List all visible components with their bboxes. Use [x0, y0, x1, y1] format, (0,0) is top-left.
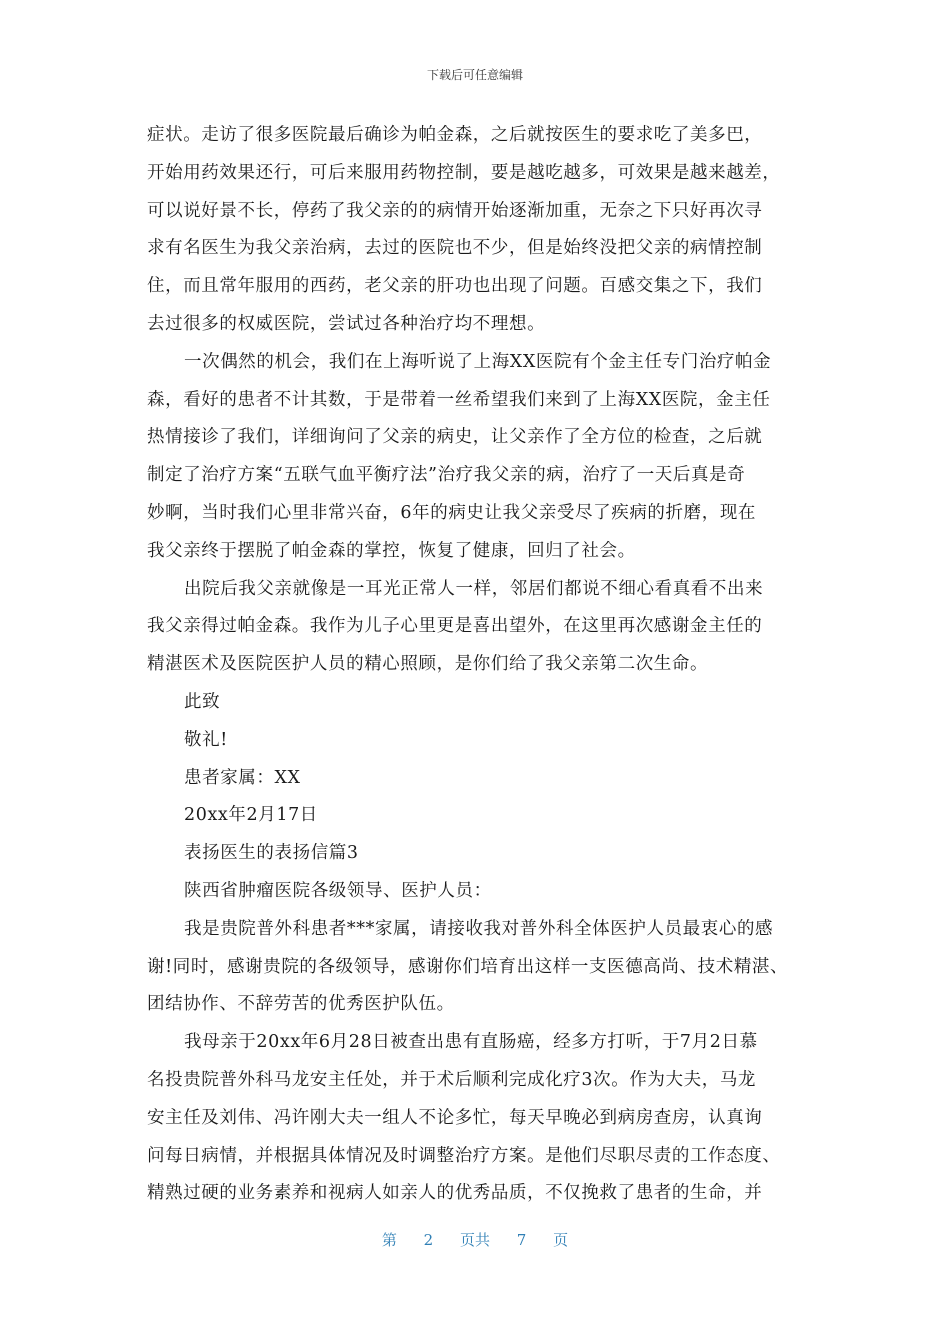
text-line: 敬礼! — [184, 729, 228, 750]
text-line: 精熟过硬的业务素养和视病人如亲人的优秀品质，不仅挽救了患者的生命，并 — [147, 1183, 763, 1204]
footer-suffix: 页 — [553, 1231, 569, 1249]
current-page-number: 2 — [423, 1231, 434, 1249]
text-line: 开始用药效果还行，可后来服用药物控制，要是越吃越多，可效果是越来越差， — [147, 162, 781, 183]
text-line: 可以说好景不长，停药了我父亲的的病情开始逐渐加重，无奈之下只好再次寻 — [147, 200, 763, 221]
page-header: 下载后可任意编辑 — [426, 68, 523, 82]
total-pages-number: 7 — [516, 1231, 527, 1249]
text-line: 名投贵院普外科马龙安主任处，并于术后顺利完成化疗3次。作为大夫，马龙 — [147, 1069, 757, 1090]
text-line: 制定了治疗方案“五联气血平衡疗法”治疗我父亲的病，治疗了一天后真是奇 — [147, 465, 746, 486]
text-line: 住，而且常年服用的西药，老父亲的肝功也出现了问题。百感交集之下，我们 — [147, 276, 763, 297]
text-line: 一次偶然的机会，我们在上海听说了上海XX医院有个金主任专门治疗帕金 — [184, 351, 772, 372]
text-line: 森，看好的患者不计其数，于是带着一丝希望我们来到了上海XX医院，金主任 — [147, 389, 771, 410]
text-line: 精湛医术及医院医护人员的精心照顾，是你们给了我父亲第二次生命。 — [147, 654, 709, 675]
page-footer — [0, 1229, 950, 1250]
text-line: 求有名医生为我父亲治病，去过的医院也不少，但是始终没把父亲的病情控制 — [147, 238, 763, 259]
footer-mid: 页共 — [459, 1231, 490, 1249]
text-line: 谢!同时，感谢贵院的各级领导，感谢你们培育出这样一支医德高尚、技术精湛、 — [147, 956, 789, 977]
text-line: 我母亲于20xx年6月28日被查出患有直肠癌，经多方打听，于7月2日慕 — [184, 1032, 758, 1053]
text-line: 表扬医生的表扬信篇3 — [184, 843, 359, 864]
text-line: 去过很多的权威医院，尝试过各种治疗均不理想。 — [147, 313, 546, 334]
text-line: 团结协作、不辞劳苦的优秀医护队伍。 — [147, 994, 455, 1015]
document-body — [147, 122, 817, 1218]
text-line: 出院后我父亲就像是一耳光正常人一样，邻居们都说不细心看真看不出来 — [184, 578, 764, 599]
text-line: 症状。走访了很多医院最后确诊为帕金森，之后就按医生的要求吃了美多巴， — [147, 125, 763, 145]
text-line: 陕西省肿瘤医院各级领导、医护人员： — [184, 880, 492, 901]
text-line: 我父亲得过帕金森。我作为儿子心里更是喜出望外，在这里再次感谢金主任的 — [147, 616, 763, 637]
text-line: 患者家属：XX — [184, 767, 301, 788]
footer-prefix: 第 — [381, 1231, 397, 1249]
text-line: 安主任及刘伟、冯许刚大夫一组人不论多忙，每天早晚必到病房查房，认真询 — [147, 1107, 763, 1128]
text-line: 此致 — [184, 691, 221, 712]
text-line: 妙啊，当时我们心里非常兴奋，6年的病史让我父亲受尽了疾病的折磨，现在 — [147, 502, 757, 523]
text-line: 我父亲终于摆脱了帕金森的掌控，恢复了健康，回归了社会。 — [147, 540, 636, 561]
text-line: 20xx年2月17日 — [184, 805, 318, 826]
text-line: 问每日病情，并根据具体情况及时调整治疗方案。是他们尽职尽责的工作态度、 — [147, 1145, 781, 1166]
text-line: 热情接诊了我们，详细询问了父亲的病史，让父亲作了全方位的检查，之后就 — [147, 427, 763, 448]
text-line: 我是贵院普外科患者***家属，请接收我对普外科全体医护人员最衷心的感 — [184, 918, 774, 939]
